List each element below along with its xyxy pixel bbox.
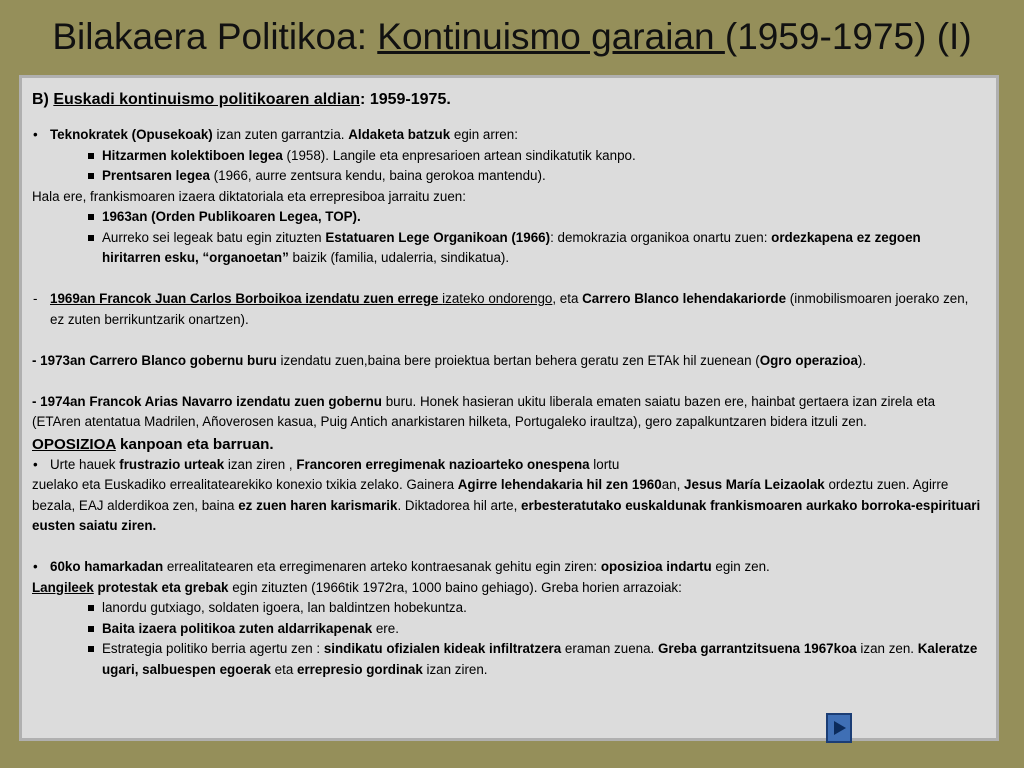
slide-title: Bilakaera Politikoa: Kontinuismo garaian (1959-1975) (I) bbox=[52, 16, 972, 57]
bullet-teknokratak: • Teknokratek (Opusekoak) izan zuten garrantzia. Aldaketa batzuk egin arren: bbox=[32, 125, 982, 146]
text-langileek: Langileek protestak eta grebak egin zituzten (1966tik 1972ra, 1000 baino gehiago). Greba horien arrazoiak: bbox=[32, 579, 682, 595]
section-heading: B) Euskadi kontinuismo politikoaren aldian: 1959-1975. bbox=[32, 91, 451, 108]
title-underlined: Kontinuismo garaian bbox=[377, 16, 725, 57]
item-1973: - 1973an Carrero Blanco gobernu buru izendatu zuen,baina bere proiektua bertan behera geratu zen ETAk hil zuenean (Ogro operazioa). bbox=[32, 352, 867, 368]
subbullet-politikoa: Baita izaera politikoa zuten aldarrikapenak ere. bbox=[32, 619, 982, 640]
item-1974: - 1974an Francok Arias Navarro izendatu zuen gobernu buru. Honek hasieran ukitu liberala ematen saiatu bazen ere, hainbat gertaera izan zirela eta (ETAren atentatua Madrilen, Añoverosen kasua, Puig Antich anarkistaren hilketa, Portugaleko iraultza), gero zapalkuntzaren bidera itzuli zen. bbox=[32, 393, 936, 429]
bullet-60ko: • 60ko hamarkadan errealitatearen eta erregimenaren arteko kontraesanak gehitu egin ziren: oposizioa indartu egin zen. bbox=[32, 557, 982, 578]
bullet-frustrazio: • Urte hauek frustrazio urteak izan ziren , Francoren erregimenak nazioarteko onespena lortu bbox=[32, 455, 982, 476]
content-panel bbox=[19, 75, 999, 741]
subbullet-lanordu: lanordu gutxiago, soldaten igoera, lan baldintzen hobekuntza. bbox=[32, 598, 982, 619]
play-arrow-icon bbox=[834, 721, 846, 735]
item-1969: - 1969an Francok Juan Carlos Borboikoa izendatu zuen errege izateko ondorengo, eta Carrero Blanco lehendakariorde (inmobilismoaren joerako zen, ez zuten berrikuntzarik onartzen). bbox=[33, 291, 969, 327]
text-hala-ere: Hala ere, frankismoaren izaera diktatoriala eta errepresiboa jarraitu zuen: bbox=[32, 188, 466, 204]
subbullet-estrategia: Estrategia politiko berria agertu zen : sindikatu ofizialen kideak infiltratzera eraman zuena. Greba garrantzitsuena 1967koa izan zen. Kaleratze ugari, salbuespen egoerak eta errepresio gordinak izan ziren. bbox=[32, 639, 982, 680]
next-slide-button[interactable] bbox=[826, 713, 852, 743]
text-agirre: zuelako eta Euskadiko errealitatearekiko konexio txikia zelako. Gainera Agirre lehendakaria hil zen 1960an, Jesus María Leizaolak ordeztu zuen. Agirre bezala, EAJ alderdikoa zen, baina ez zuen haren karismarik. Diktadorea hil arte, erbesteratutako euskaldunak frankismoaren aurkako borroka-espirituari eusten saiatu ziren. bbox=[32, 477, 981, 533]
oposizioa-heading: OPOSIZIOA kanpoan eta barruan. bbox=[32, 435, 274, 453]
subbullet-lege-organikoa: Aurreko sei legeak batu egin zituzten Estatuaren Lege Organikoan (1966): demokrazia organikoa onartu zuen: ordezkapena ez zegoen hiritarren esku, “organoetan” baizik (familia, udalerria, sindikatua). bbox=[32, 228, 982, 269]
subbullet-prentsa: Prentsaren legea (1966, aurre zentsura kendu, baina gerokoa mantendu). bbox=[32, 166, 982, 187]
subbullet-hitzarmen: Hitzarmen kolektiboen legea (1958). Langile eta enpresarioen artean sindikatutik kanpo. bbox=[32, 146, 982, 167]
subbullet-top: 1963an (Orden Publikoaren Legea, TOP). bbox=[32, 207, 982, 228]
